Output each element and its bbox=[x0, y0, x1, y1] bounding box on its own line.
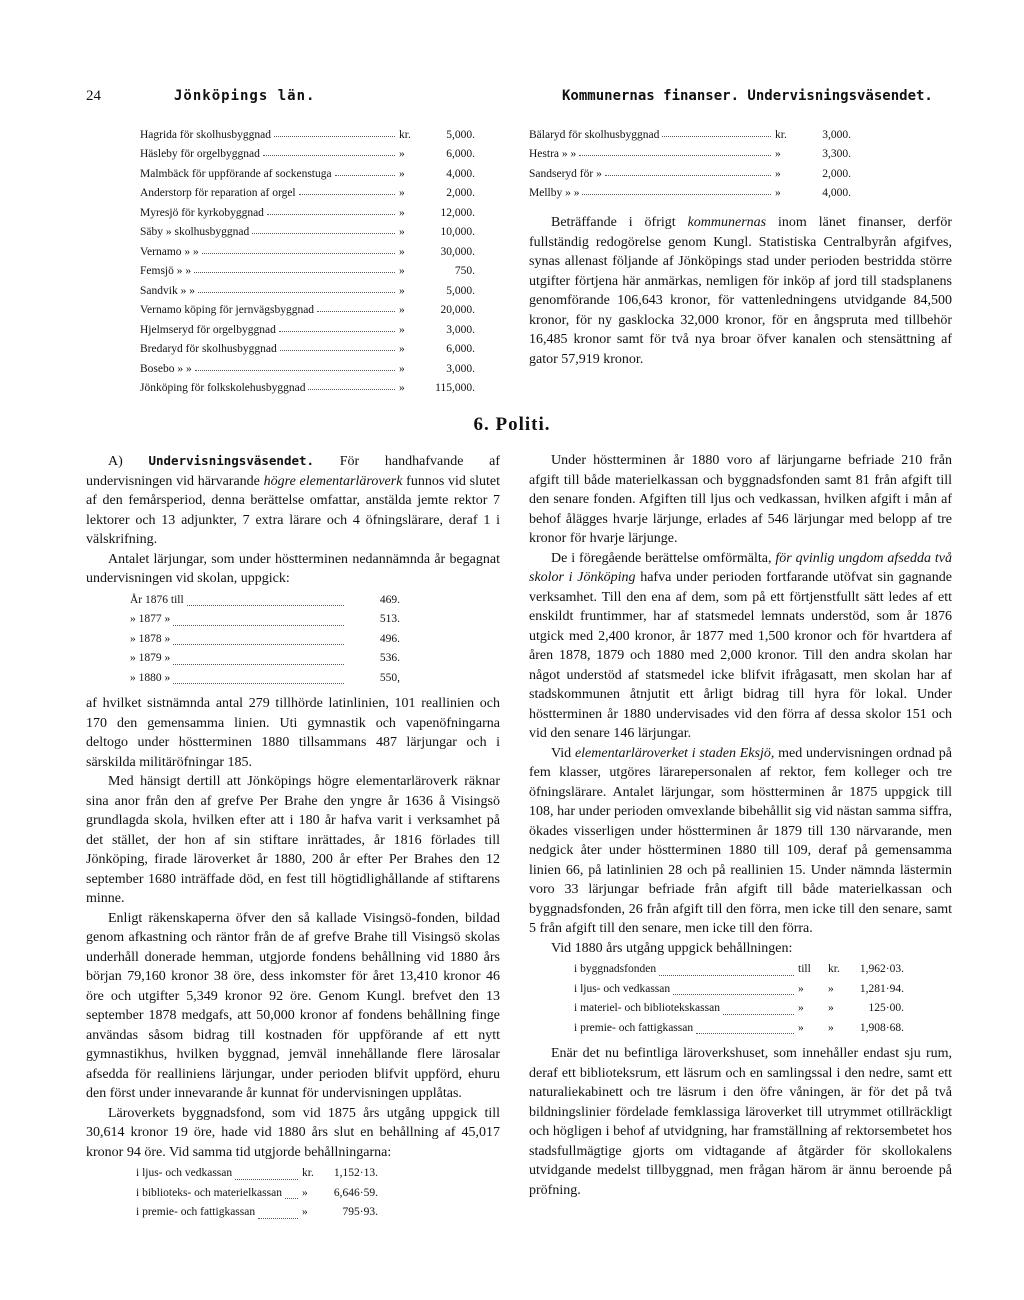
dot-leader bbox=[579, 155, 771, 156]
page-number: 24 bbox=[86, 88, 101, 104]
section-title: 6. Politi. bbox=[473, 414, 551, 435]
fund-row bbox=[136, 1164, 378, 1184]
grant-row-label: Bosebo » » bbox=[140, 362, 192, 375]
paragraph-exemptions: Under höstterminen år 1880 voro af lärjungarne befriade 210 från afgift till både materielkassan och byggnadsfonden samt 81 från afgift till den senare fonden. Afgiften till ljus och vedkassan, hvilken afgift i mån af behof ålägges hvarje lärjunge, erlades af 546 lärjungar med belopp af tre kronor för hvarje lärjunge. bbox=[529, 453, 952, 546]
year-row-amount: 550, bbox=[379, 671, 400, 684]
dot-leader bbox=[662, 136, 771, 137]
paragraph-students: Antalet lärjungar, som under höstterminen nedannämnda år begagnat undervisningen vid skolan, uppgick: bbox=[86, 551, 500, 586]
dot-leader bbox=[696, 1033, 794, 1034]
grant-row bbox=[140, 141, 475, 161]
grant-row-amount: 5,000. bbox=[446, 128, 475, 141]
fund-row-currency: » bbox=[828, 1021, 834, 1034]
paragraph-eksjo bbox=[529, 744, 952, 939]
paragraph-building-fund: Läroverkets byggnadsfond, som vid 1875 års utgång uppgick till 30,614 kronor 19 öre, hade vid 1880 års slut en behållning af 45,017 kronor 94 öre. Vid samma tid utgjorde behållningarna: bbox=[86, 1105, 500, 1160]
dot-leader bbox=[299, 194, 395, 195]
grant-row bbox=[529, 121, 851, 141]
grant-row-amount: 3,000. bbox=[822, 128, 851, 141]
grant-row-label: Bälaryd för skolhusbyggnad bbox=[529, 128, 660, 141]
year-row-label: År 1876 till bbox=[130, 593, 184, 606]
fund-row bbox=[136, 1203, 378, 1223]
dot-leader bbox=[173, 664, 344, 665]
grant-row bbox=[140, 219, 475, 239]
grant-row-label: Myresjö för kyrkobyggnad bbox=[140, 206, 264, 219]
grant-row-currency: » bbox=[775, 148, 781, 160]
year-row bbox=[130, 610, 400, 630]
grant-row-currency: » bbox=[399, 148, 405, 160]
text-run: De i föregående berättelse omförmälta, bbox=[551, 550, 776, 566]
dot-leader bbox=[198, 292, 395, 293]
grant-row-amount: 750. bbox=[454, 265, 475, 277]
grant-row bbox=[529, 180, 851, 200]
grant-row-label: Vernamo » » bbox=[140, 245, 199, 258]
year-row-amount: 536. bbox=[379, 652, 400, 664]
eksjo-fund-table bbox=[574, 960, 904, 1038]
dot-leader bbox=[194, 272, 395, 273]
dot-leader bbox=[582, 194, 771, 195]
grant-row bbox=[140, 180, 475, 200]
dot-leader bbox=[235, 1179, 298, 1180]
grants-list-left bbox=[140, 121, 475, 394]
grant-row-amount: 6,000. bbox=[446, 148, 475, 160]
grant-row-currency: » bbox=[399, 284, 405, 297]
grant-row-amount: 5,000. bbox=[446, 284, 475, 297]
grant-row-amount: 6,000. bbox=[446, 343, 475, 355]
grant-row-currency: » bbox=[399, 323, 405, 336]
dot-leader bbox=[274, 136, 395, 137]
fund-row-label: i premie- och fattigkassan bbox=[574, 1021, 694, 1034]
paragraph-visingso-fund: Enligt räkenskaperna öfver den så kallade Visingsö-fonden, bildad genom afkastning och räntor från de af grefve Brahe till Visingsö skolas underhåll donerade hemman, utgjorde fondens behållning vid 1880 års början 79,160 kronor 38 öre, dess inkomster för året 13,410 kronor 46 öre och utgifter 5,349 kronor 92 öre. Genom Kungl. brefvet den 13 september 1878 medgafs, att 50,000 kronor af fondens behållning finge användas såsom bidrag till kostnaden för uppförande af ett nytt gymnastikhus, hvilken byggnad, jemväl innehållande flere lärosalar afsedda för realliniens lärjungar, under perioden blifvit uppförd, ehuru den först under innevarande år kunnat för undervisningen upplåtas. bbox=[86, 910, 500, 1101]
grant-row-label: Säby » skolhusbyggnad bbox=[140, 226, 250, 238]
dot-leader bbox=[280, 350, 395, 351]
grant-row bbox=[140, 297, 475, 317]
grant-row-label: Bredaryd för skolhusbyggnad bbox=[140, 343, 277, 355]
dot-leader bbox=[173, 683, 344, 684]
grant-row-amount: 3,000. bbox=[446, 323, 475, 336]
grant-row-currency: » bbox=[399, 187, 405, 199]
grant-row bbox=[140, 375, 475, 395]
paragraph-history: Med hänsigt dertill att Jönköpings högre elementarläroverk räknar sina anor från den af grefve Per Brahe den yngre år 1636 å Visingsö grundlagda skola, hvilken efter att i 180 år hafva varit i verksamhet på det stället, der hon af sin stiftare inrättades, år 1816 förlades till Jönköping, firade läroverket år 1880, 200 år efter Per Brahes den 12 september 1680 inträffade död, en fest till högtidlighållande af stiftarens minne. bbox=[86, 774, 500, 906]
grant-row bbox=[529, 160, 851, 180]
grant-row-currency: kr. bbox=[399, 128, 411, 141]
fund-row bbox=[574, 960, 904, 980]
right-column bbox=[529, 451, 952, 1200]
fund-row-currency: » bbox=[828, 982, 834, 995]
text-run: Vid bbox=[551, 745, 575, 761]
text-run: med undervisningen ordnad på fem klasser, utgöres lärarepersonalen af rektor, fem kolleger och tre öfningslärare. Antalet lärjungar, som höstterminen år 1875 uppgick till 108, har under perioden omvexlande bibehållit sig vid nästan samma siffra, ökades visserligen under höstterminen år 1879 till 130 närvarande, men nedgick åter under höstterminen 1880 till 109, deraf på gemensamma linien 66, på latinlinien 28 och på reallinien 15. Under nämnda lästermin voro 33 lärjungar befriade från afgift till både materielkassan och byggnadsfonden, 26 från afgift till den förra, men icke till den senare, samt 5 från afgift till den senare, men icke till den förra. bbox=[529, 745, 952, 936]
text-run: inom länet finanser, derför fullständig redogörelse genom Kungl. Statistiska Centralbyrån afgifves, synas allenast följande af Jönköpings stad under perioden bestridda större utgifter förtjena här anmärkas, nemligen för inköp af jord till stadsplanens genomförande 106,643 kronor, för vattenledningens utvidgande 84,500 kronor, för ny gasklocka 32,000 kronor, för en ångspruta med tillbehör 16,485 kronor samt för två nya broar öfver kanalen och stensättning af gator 57,919 kronor. bbox=[529, 215, 952, 367]
dot-leader bbox=[263, 155, 395, 156]
fund-row-label: i biblioteks- och materielkassan bbox=[136, 1186, 282, 1199]
dot-leader bbox=[723, 1014, 794, 1015]
italic-run: kommunernas bbox=[687, 215, 767, 230]
page-header bbox=[0, 88, 1024, 112]
fund-row-label: i ljus- och vedkassan bbox=[136, 1167, 233, 1179]
dot-leader bbox=[317, 311, 395, 312]
grant-row-currency: » bbox=[399, 226, 405, 238]
grant-row bbox=[140, 258, 475, 278]
fund-row-currency: » bbox=[302, 1186, 308, 1199]
text-run: hafva under perioden fortfarande utöfvat sin gagnande verksamhet. Till den ena af dem, som på ett förtjenstfullt sätt ledes af ett enskildt fruntimmer, har af statsmedel lemnats understöd, som år 1876 utgick med 2,400 kronor, år 1877 med 1,500 kronor och för hvartdera af åren 1878, 1879 och 1880 med 2,000 kronor. Till den andra skolan har något understöd af statsmedel icke blifvit ifrågasatt, men skolan har af stadskommunen åtnjutit ett årligt bidrag till hyra för lokal. Under höstterminen år 1880 undervisades vid den förra af dessa skolor 151 och vid den senare 146 lärjungar. bbox=[529, 570, 952, 741]
grant-row-amount: 3,000. bbox=[446, 362, 475, 375]
dot-leader bbox=[673, 994, 794, 995]
dot-leader bbox=[335, 175, 395, 176]
year-row-label: » 1880 » bbox=[130, 671, 171, 684]
paragraph-lines: af hvilket sistnämnda antal 279 tillhörde latinlinien, 101 reallinien och 170 den gemensamma linien. Uti gymnastik och vapenöfningarna deltogo under höstterminen 1880 tillsammans 487 lärjungar och i särskilda militäröfningar 185. bbox=[86, 696, 500, 770]
fund-row-label: i byggnadsfonden bbox=[574, 963, 657, 975]
grant-row-currency: » bbox=[775, 167, 781, 180]
fund-row bbox=[136, 1184, 378, 1204]
grant-row bbox=[140, 355, 475, 375]
grant-row-currency: » bbox=[399, 304, 405, 316]
grant-row-label: Malmbäck för uppförande af sockenstuga bbox=[140, 167, 332, 180]
year-row-amount: 513. bbox=[379, 613, 400, 625]
grant-row bbox=[140, 199, 475, 219]
grant-row-amount: 20,000. bbox=[440, 304, 475, 316]
grant-row-amount: 12,000. bbox=[440, 206, 475, 219]
grant-row-currency: » bbox=[399, 245, 405, 258]
subsection-heading: Undervisningsväsendet. bbox=[148, 453, 315, 468]
grant-row-label: Vernamo köping för jernvägsbyggnad bbox=[140, 304, 315, 316]
dot-leader bbox=[252, 233, 395, 234]
grant-row bbox=[140, 121, 475, 141]
grant-row-label: Hagrida för skolhusbyggnad bbox=[140, 128, 271, 141]
dot-leader bbox=[308, 389, 395, 390]
italic-run: elementarläroverket i staden Eksjö, bbox=[574, 745, 775, 761]
fund-row-currency: » bbox=[828, 1002, 834, 1014]
grant-row-label: Mellby » » bbox=[529, 187, 580, 199]
running-title-left: Jönköpings län. bbox=[174, 88, 316, 104]
fund-row-amount: 1,152·13. bbox=[333, 1167, 378, 1179]
fund-row bbox=[574, 1019, 904, 1039]
grant-row bbox=[140, 238, 475, 258]
grant-row-amount: 4,000. bbox=[446, 167, 475, 180]
text-run: funnos vid slutet af den femårsperiod, denna berättelse omfattar, anstälda jemte rektor 7 lektorer och 13 adjunkter, 7 extra lärare och 4 öfningslärare, deraf 1 i välskrifning. bbox=[86, 473, 500, 547]
grant-row-amount: 2,000. bbox=[822, 167, 851, 180]
fund-row-amount: 6,646·59. bbox=[333, 1186, 378, 1199]
text-run: För handhafvande af undervisningen vid härvarande bbox=[86, 454, 501, 489]
grant-row-currency: » bbox=[399, 265, 405, 277]
dot-leader bbox=[659, 975, 794, 976]
grant-row-label: Femsjö » » bbox=[140, 265, 192, 277]
fund-row-label: i ljus- och vedkassan bbox=[574, 982, 671, 995]
paragraph-eksjo-balance: Vid 1880 års utgång uppgick behållningen: bbox=[551, 940, 793, 956]
year-row-label: » 1878 » bbox=[130, 632, 171, 645]
grant-row-label: Jönköping för folkskolehusbyggnad bbox=[140, 382, 306, 394]
fund-row-currency: » bbox=[302, 1206, 308, 1218]
finance-paragraph bbox=[529, 213, 952, 369]
fund-row-prep: » bbox=[798, 1002, 804, 1014]
paragraph-girls-schools bbox=[529, 549, 952, 744]
running-title-right: Kommunernas finanser. Undervisningsväsendet. bbox=[562, 88, 933, 104]
grant-row-label: Hestra » » bbox=[529, 148, 577, 160]
fund-row-currency: kr. bbox=[828, 963, 840, 975]
fund-row bbox=[574, 980, 904, 1000]
grant-row bbox=[529, 141, 851, 161]
grants-list-right bbox=[529, 121, 851, 199]
fund-row-label: i premie- och fattigkassan bbox=[136, 1206, 256, 1218]
year-row-amount: 496. bbox=[379, 632, 400, 645]
dot-leader bbox=[258, 1218, 298, 1219]
grant-row-label: Hjelmseryd för orgelbyggnad bbox=[140, 323, 276, 336]
text-run: A) bbox=[108, 454, 149, 469]
grant-row-label: Sandseryd för » bbox=[529, 167, 602, 180]
year-row-label: » 1879 » bbox=[130, 652, 171, 664]
fund-row-amount: 1,962·03. bbox=[859, 963, 904, 975]
grant-row-amount: 4,000. bbox=[822, 187, 851, 199]
grant-row-amount: 10,000. bbox=[440, 226, 475, 238]
grant-row bbox=[140, 336, 475, 356]
grant-row-currency: kr. bbox=[775, 128, 787, 141]
grant-row bbox=[140, 316, 475, 336]
dot-leader bbox=[195, 370, 395, 371]
year-row bbox=[130, 669, 400, 689]
fund-row-currency: kr. bbox=[302, 1167, 314, 1179]
grant-row bbox=[140, 160, 475, 180]
fund-balances-table bbox=[136, 1164, 378, 1223]
fund-row-prep: » bbox=[798, 1021, 804, 1034]
italic-run: högre elementarläroverk bbox=[263, 473, 403, 489]
fund-row-amount: 125·00. bbox=[868, 1002, 904, 1014]
year-row bbox=[130, 630, 400, 650]
grant-row-label: Sandvik » » bbox=[140, 284, 195, 297]
grant-row-currency: » bbox=[399, 206, 405, 219]
students-per-year-table bbox=[130, 591, 400, 689]
fund-row-amount: 795·93. bbox=[342, 1206, 378, 1218]
dot-leader bbox=[173, 644, 344, 645]
grant-row bbox=[140, 277, 475, 297]
fund-row-prep: till bbox=[798, 963, 811, 975]
grant-row-amount: 115,000. bbox=[435, 382, 475, 394]
grant-row-label: Häsleby för orgelbyggnad bbox=[140, 148, 260, 160]
grant-row-amount: 3,300. bbox=[822, 148, 851, 160]
grant-row-currency: » bbox=[399, 343, 405, 355]
paragraph-school-building: Enär det nu befintliga läroverkshuset, som innehåller endast sju rum, deraf ett biblioteksrum, ett läsrum och en samlingssal i den nedre, samt ett naturaliekabinett och tre läsrum i den öfre våningen, är för det på två bildningslinier fördelade femklassiga läroverket till utrymmet otillräckligt och högligen i behof af utvidgning, har framställning af rektorsembetet hos stadsfullmägtige gjorts om vidtagande af åtgärder för skollokalens utvidgande medelst tillbyggnad, men frågan härom är ännu beroende på pröfning. bbox=[529, 1046, 952, 1198]
italic-run: för qvinlig ungdom afsedda två skolor i Jönköping bbox=[529, 550, 952, 585]
grant-row-currency: » bbox=[399, 362, 405, 375]
grant-row-currency: » bbox=[399, 382, 405, 394]
text-run: Beträffande i öfrigt bbox=[551, 215, 688, 230]
fund-row-prep: » bbox=[798, 982, 804, 995]
dot-leader bbox=[267, 214, 395, 215]
dot-leader bbox=[285, 1198, 298, 1199]
dot-leader bbox=[173, 625, 344, 626]
dot-leader bbox=[605, 175, 771, 176]
year-row bbox=[130, 591, 400, 611]
year-row-amount: 469. bbox=[379, 593, 400, 606]
left-column bbox=[86, 451, 500, 1229]
fund-row-label: i materiel- och bibliotekskassan bbox=[574, 1002, 720, 1014]
dot-leader bbox=[202, 253, 395, 254]
dot-leader bbox=[187, 605, 344, 606]
grant-row-currency: » bbox=[775, 187, 781, 199]
grant-row-label: Anderstorp för reparation af orgel bbox=[140, 187, 296, 199]
grant-row-amount: 2,000. bbox=[446, 187, 475, 199]
fund-row-amount: 1,908·68. bbox=[859, 1021, 904, 1034]
grant-row-currency: » bbox=[399, 167, 405, 180]
grant-row-amount: 30,000. bbox=[440, 245, 475, 258]
fund-row-amount: 1,281·94. bbox=[859, 982, 904, 995]
paragraph-education bbox=[86, 451, 500, 550]
year-row bbox=[130, 649, 400, 669]
fund-row bbox=[574, 999, 904, 1019]
year-row-label: » 1877 » bbox=[130, 613, 171, 625]
dot-leader bbox=[279, 331, 395, 332]
